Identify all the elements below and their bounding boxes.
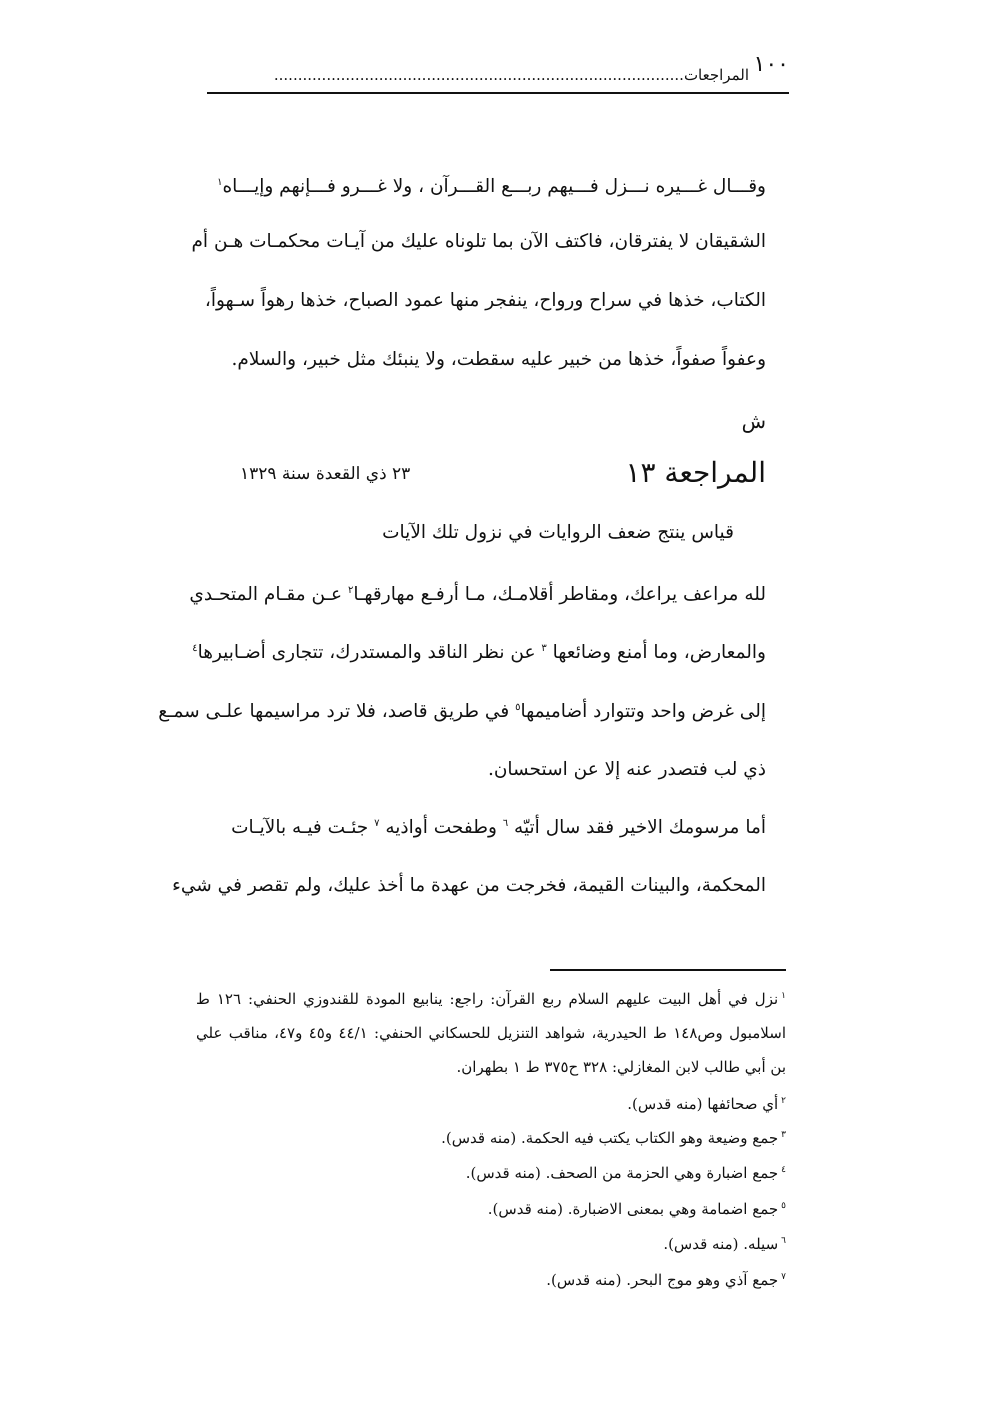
footnote-2 xyxy=(627,1092,786,1116)
footnote-3-number: ٣ xyxy=(781,1130,786,1140)
section-date: ٢٣ ذي القعدة سنة ١٣٢٩ xyxy=(240,464,411,484)
para2-line-2-b: عن نظر الناقد والمستدرك، تتجارى أضـابيرها xyxy=(197,642,542,663)
section-header xyxy=(240,456,766,496)
footnote-7-number: ٧ xyxy=(781,1272,786,1282)
section-marker: ش xyxy=(741,409,766,433)
footnote-4-text: جمع اضبارة وهي الحزمة من الصحف. (منه قدس). xyxy=(465,1164,779,1182)
footnote-1-line-2: اسلامبول وص١٤٨ ط الحيدرية، شواهد التنزيل للحسكاني الحنفي: ٤٤/١ و٤٥ و٤٧، مناقب علي xyxy=(196,1024,786,1042)
footnote-5-number: ٥ xyxy=(781,1201,786,1211)
footnote-3 xyxy=(441,1126,786,1150)
footnote-5 xyxy=(488,1197,786,1221)
para2-line-3-b: في طريق قاصد، فلا ترد مراسيمها علـى سمـع xyxy=(158,701,516,722)
section-heading: المراجعة ١٣ xyxy=(625,456,766,489)
footnote-3-text: جمع وضيعة وهو الكتاب يكتب فيه الحكمة. (منه قدس). xyxy=(441,1129,779,1147)
para2-line-3 xyxy=(158,697,766,727)
leader-dots: ...................................................................................... xyxy=(273,66,684,84)
footnote-4-number: ٤ xyxy=(781,1165,786,1175)
running-title-text: المراجعات xyxy=(683,66,749,84)
footnote-6 xyxy=(663,1232,786,1256)
footnote-2-text: أي صحائفها (منه قدس). xyxy=(627,1095,779,1113)
footnote-ref-7: ٧ xyxy=(374,817,380,829)
para3-line-1-a: أما مرسومك الاخير فقد سال أتيّه xyxy=(508,817,766,838)
body-line-1 xyxy=(217,172,766,202)
footnote-5-text: جمع اضمامة وهي بمعنى الاضبارة. (منه قدس). xyxy=(487,1200,779,1218)
para2-line-1 xyxy=(189,580,766,610)
footnote-ref-4: ٤ xyxy=(192,642,198,654)
footnote-7 xyxy=(546,1268,786,1292)
section-subheading: قياس ينتج ضعف الروايات في نزول تلك الآيات xyxy=(382,522,734,543)
footnote-ref-1: ١ xyxy=(217,176,223,188)
footnote-1-number: ١ xyxy=(781,991,786,1001)
para2-line-1-a: لله مراعف يراعك، ومقاطر أقلامـك، مـا أرفـع مهارقهـا xyxy=(353,584,766,605)
para2-line-1-b: عـن مقـام المتحـدي xyxy=(189,584,348,605)
para2-line-4: ذي لب فتصدر عنه إلا عن استحسان. xyxy=(487,759,766,780)
running-header xyxy=(207,52,789,94)
para2-line-3-a: إلى غرض واحد وتتوارد أضاميمها xyxy=(520,701,766,722)
footnote-4 xyxy=(466,1161,786,1185)
body-line-1-text: وقـــال غـــيره نـــزل فـــيهم ربـــع القـــرآن ، ولا غـــرو فـــإنهم وإيـــاه xyxy=(222,176,766,197)
para2-line-2 xyxy=(192,638,766,668)
footnote-6-text: سيله. (منه قدس). xyxy=(663,1235,779,1253)
footnote-ref-6: ٦ xyxy=(502,817,509,829)
footnote-1-line-1 xyxy=(196,987,786,1011)
footnote-1-line-3: بن أبي طالب لابن المغازلي: ٣٢٨ ح٣٧٥ ط ١ بطهران. xyxy=(456,1058,786,1076)
para2-line-2-a: والمعارض، وما أمنع وضائعها xyxy=(546,642,766,663)
body-line-3: الكتاب، خذها في سراح ورواح، ينفجر منها عمود الصباح، خذها رهواً سـهواً، xyxy=(204,290,766,311)
para3-line-1-c: جئـت فيـه بالآيـات xyxy=(231,817,375,838)
footnote-divider xyxy=(550,969,786,971)
footnote-7-text: جمع آذي وهو موج البحر. (منه قدس). xyxy=(546,1271,779,1289)
footnote-ref-5: ٥ xyxy=(515,701,521,713)
body-line-4: وعفواً صفواً، خذها من خبير عليه سقطت، ولا ينبئك مثل خبير، والسلام. xyxy=(231,349,766,370)
para3-line-2: المحكمة، والبينات القيمة، فخرجت من عهدة ما أخذ عليك، ولم تقصر في شيء xyxy=(172,875,766,896)
running-title xyxy=(274,66,749,84)
footnote-1-text: نزل في أهل البيت عليهم السلام ربع القرآن: راجع: ينابيع المودة للقندوزي الحنفي: ١٢٦ ط xyxy=(196,990,779,1008)
body-line-2: الشقيقان لا يفترقان، فاكتف الآن بما تلوناه عليك من آيـات محكمـات هـن أم xyxy=(191,231,766,252)
footnote-ref-2: ٢ xyxy=(347,584,354,596)
para3-line-1 xyxy=(231,813,766,843)
footnote-ref-3: ٣ xyxy=(541,642,547,654)
footnote-6-number: ٦ xyxy=(781,1236,786,1246)
footnote-2-number: ٢ xyxy=(781,1096,786,1106)
para3-line-1-b: وطفحت أواذيه xyxy=(379,817,503,838)
page-number: ١٠٠ xyxy=(753,52,789,77)
